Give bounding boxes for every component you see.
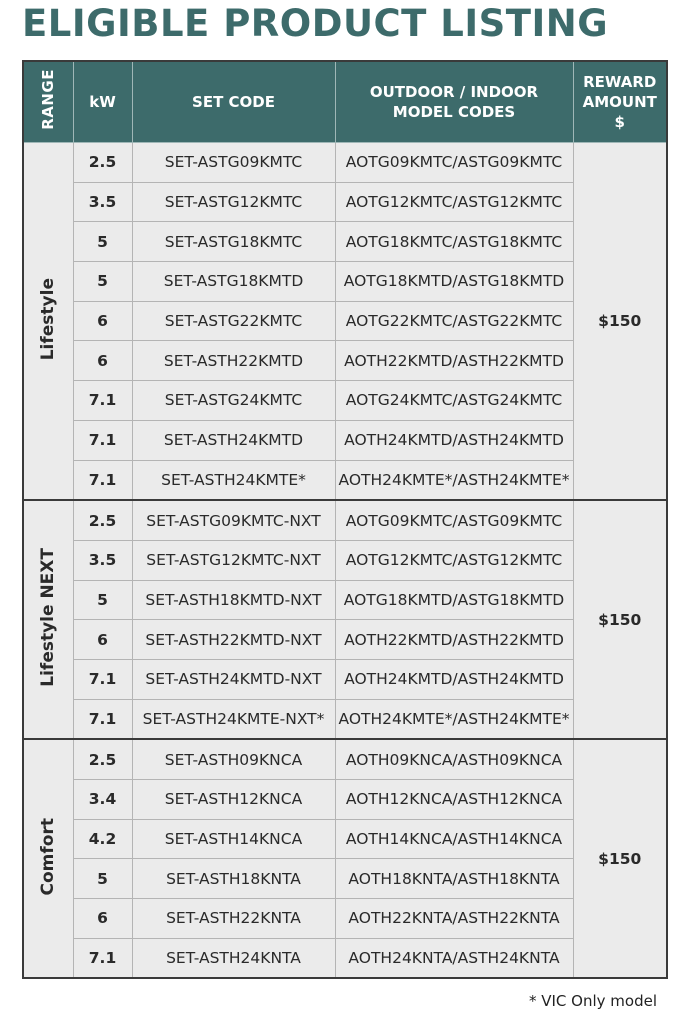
table-row [23,819,667,859]
model-codes-header [335,61,573,143]
model-codes-cell: AOTH24KMTE*/ASTH24KMTE* [335,460,573,500]
set-code-cell: SET-ASTH18KNTA [132,859,335,899]
table-row [23,420,667,460]
range-header [23,61,73,143]
table-row [23,580,667,620]
kw-cell: 6 [73,899,132,939]
set-code-cell: SET-ASTH24KMTD [132,420,335,460]
set-code-cell: SET-ASTH22KNTA [132,899,335,939]
model-codes-cell: AOTG18KMTD/ASTG18KMTD [335,262,573,302]
range-cell [23,739,73,978]
set-code-cell: SET-ASTH24KMTE* [132,460,335,500]
table-row [23,899,667,939]
model-codes-cell: AOTG12KMTC/ASTG12KMTC [335,182,573,222]
reward-cell: $150 [573,500,667,739]
kw-cell: 5 [73,859,132,899]
table-row [23,182,667,222]
kw-cell: 7.1 [73,460,132,500]
table-row [23,780,667,820]
table-row [23,938,667,978]
table-row [23,540,667,580]
kw-cell: 6 [73,301,132,341]
set-code-cell: SET-ASTG22KMTC [132,301,335,341]
model-codes-cell: AOTG09KMTC/ASTG09KMTC [335,500,573,540]
kw-cell: 7.1 [73,699,132,739]
model-codes-cell: AOTH09KNCA/ASTH09KNCA [335,739,573,779]
table-row [23,381,667,421]
kw-cell: 7.1 [73,938,132,978]
reward-cell: $150 [573,143,667,501]
model-codes-cell: AOTH18KNTA/ASTH18KNTA [335,859,573,899]
model-codes-cell: AOTH22KMTD/ASTH22KMTD [335,341,573,381]
model-codes-cell: AOTH24KNTA/ASTH24KNTA [335,938,573,978]
reward-header-line2: AMOUNT [582,93,657,111]
table-row [23,739,667,779]
set-code-cell: SET-ASTH24KNTA [132,938,335,978]
range-header-label: RANGE [39,69,58,130]
table-row [23,143,667,183]
set-code-cell: SET-ASTH22KMTD [132,341,335,381]
kw-cell: 6 [73,341,132,381]
set-code-cell: SET-ASTG18KMTD [132,262,335,302]
table-body [23,143,667,979]
table-row [23,341,667,381]
model-codes-cell: AOTG22KMTC/ASTG22KMTC [335,301,573,341]
kw-cell: 3.5 [73,540,132,580]
model-codes-cell: AOTG24KMTC/ASTG24KMTC [335,381,573,421]
model-codes-cell: AOTH22KMTD/ASTH22KMTD [335,620,573,660]
set-code-cell: SET-ASTG12KMTC-NXT [132,540,335,580]
set-code-cell: SET-ASTH14KNCA [132,819,335,859]
kw-cell: 3.5 [73,182,132,222]
kw-cell: 2.5 [73,500,132,540]
model-codes-cell: AOTG12KMTC/ASTG12KMTC [335,540,573,580]
kw-cell: 2.5 [73,739,132,779]
table-row [23,301,667,341]
set-code-cell: SET-ASTG09KMTC-NXT [132,500,335,540]
model-codes-cell: AOTH24KMTD/ASTH24KMTD [335,659,573,699]
set-code-cell: SET-ASTH24KMTE-NXT* [132,699,335,739]
kw-cell: 4.2 [73,819,132,859]
model-codes-cell: AOTH24KMTD/ASTH24KMTD [335,420,573,460]
set-code-cell: SET-ASTG09KMTC [132,143,335,183]
model-codes-cell: AOTG09KMTC/ASTG09KMTC [335,143,573,183]
table-row [23,500,667,540]
kw-cell: 7.1 [73,420,132,460]
reward-cell: $150 [573,739,667,978]
reward-header-line3: $ [614,113,625,131]
model-codes-cell: AOTG18KMTD/ASTG18KMTD [335,580,573,620]
range-label: Lifestyle [38,277,59,361]
range-label: Lifestyle NEXT [38,548,59,688]
set-code-cell: SET-ASTH24KMTD-NXT [132,659,335,699]
set-code-cell: SET-ASTG24KMTC [132,381,335,421]
model-codes-header-line2: MODEL CODES [392,103,516,121]
set-code-cell: SET-ASTG18KMTC [132,222,335,262]
reward-header-line1: REWARD [583,73,657,91]
model-codes-header-line1: OUTDOOR / INDOOR [369,83,539,101]
kw-cell: 7.1 [73,381,132,421]
table-row [23,859,667,899]
set-code-header: SET CODE [132,61,335,143]
kw-cell: 5 [73,222,132,262]
set-code-cell: SET-ASTG12KMTC [132,182,335,222]
table-row [23,659,667,699]
page-title: ELIGIBLE PRODUCT LISTING [22,2,609,45]
kw-cell: 7.1 [73,659,132,699]
kw-cell: 5 [73,262,132,302]
kw-cell: 6 [73,620,132,660]
kw-cell: 3.4 [73,780,132,820]
range-label: Comfort [38,818,59,896]
kw-cell: 5 [73,580,132,620]
set-code-cell: SET-ASTH18KMTD-NXT [132,580,335,620]
table-row [23,699,667,739]
header-row [23,61,667,143]
set-code-cell: SET-ASTH22KMTD-NXT [132,620,335,660]
model-codes-cell: AOTH12KNCA/ASTH12KNCA [335,780,573,820]
table-row [23,222,667,262]
product-table [22,60,668,979]
set-code-cell: SET-ASTH09KNCA [132,739,335,779]
kw-header: kW [73,61,132,143]
table-row [23,620,667,660]
table-row [23,262,667,302]
model-codes-cell: AOTH14KNCA/ASTH14KNCA [335,819,573,859]
reward-header [573,61,667,143]
model-codes-cell: AOTH24KMTE*/ASTH24KMTE* [335,699,573,739]
table-row [23,460,667,500]
kw-cell: 2.5 [73,143,132,183]
footnote: * VIC Only model [528,992,657,1010]
model-codes-cell: AOTG18KMTC/ASTG18KMTC [335,222,573,262]
range-cell [23,500,73,739]
model-codes-cell: AOTH22KNTA/ASTH22KNTA [335,899,573,939]
range-cell [23,143,73,501]
set-code-cell: SET-ASTH12KNCA [132,780,335,820]
